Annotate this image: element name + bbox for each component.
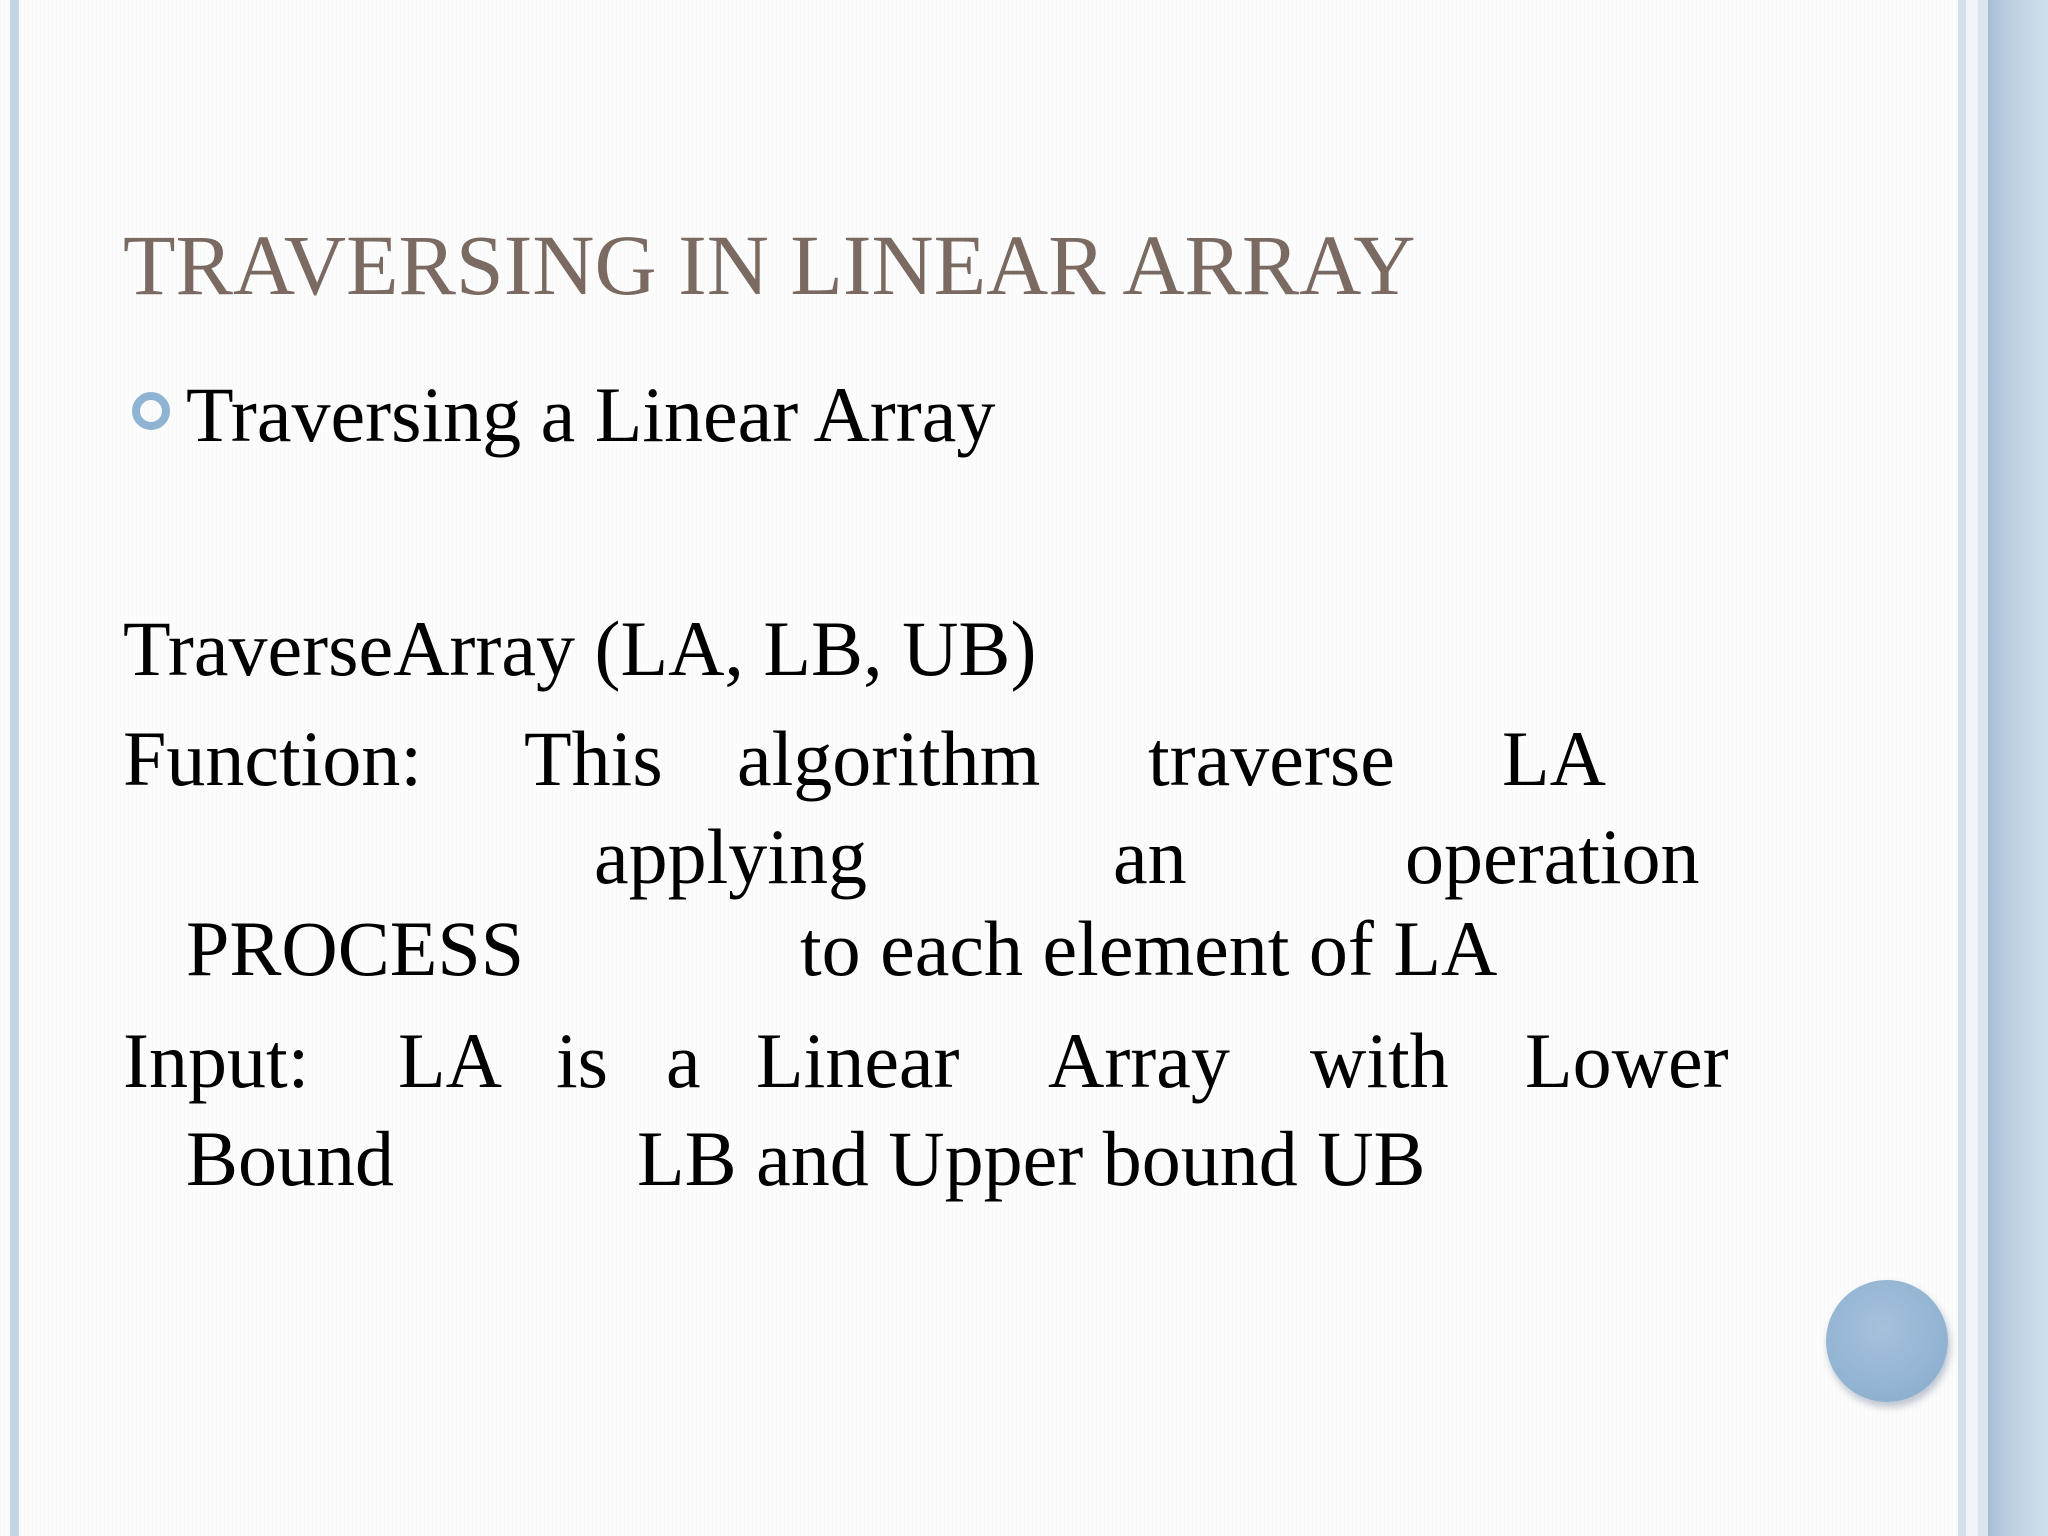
slide-right-border-inner — [1958, 0, 1966, 1536]
function-word: This — [524, 715, 663, 802]
input-line2-text: LB and Upper bound UB — [637, 1115, 1426, 1202]
slide-left-border — [10, 0, 19, 1536]
input-bound-word: Bound — [186, 1115, 395, 1202]
input-word: is — [556, 1017, 609, 1104]
slide-right-border-outer — [1988, 0, 2048, 1536]
slide-right-border-middle — [1978, 0, 1988, 1536]
bullet-ring-icon — [132, 392, 170, 430]
slide-title: TRAVERSING IN LINEAR ARRAY — [123, 217, 1416, 313]
function-word: an — [1113, 813, 1187, 900]
slide-decorative-circle — [1826, 1280, 1948, 1402]
function-word: LA — [1502, 715, 1606, 802]
input-label: Input: — [123, 1017, 310, 1104]
function-line3-text: to each element of LA — [800, 905, 1498, 992]
function-word: operation — [1405, 813, 1700, 900]
slide-right-border-gap — [1966, 0, 1978, 1536]
function-word: applying — [594, 813, 867, 900]
input-word: LA — [398, 1017, 502, 1104]
input-word: Linear — [756, 1017, 960, 1104]
function-label: Function: — [123, 715, 423, 802]
function-word: traverse — [1148, 715, 1395, 802]
bullet-text: Traversing a Linear Array — [186, 371, 996, 458]
input-word: a — [666, 1017, 701, 1104]
input-word: Lower — [1525, 1017, 1729, 1104]
input-word: Array — [1048, 1017, 1230, 1104]
input-word: with — [1310, 1017, 1449, 1104]
function-word: algorithm — [737, 715, 1041, 802]
function-process-word: PROCESS — [186, 905, 525, 992]
algorithm-signature: TraverseArray (LA, LB, UB) — [123, 605, 1037, 692]
